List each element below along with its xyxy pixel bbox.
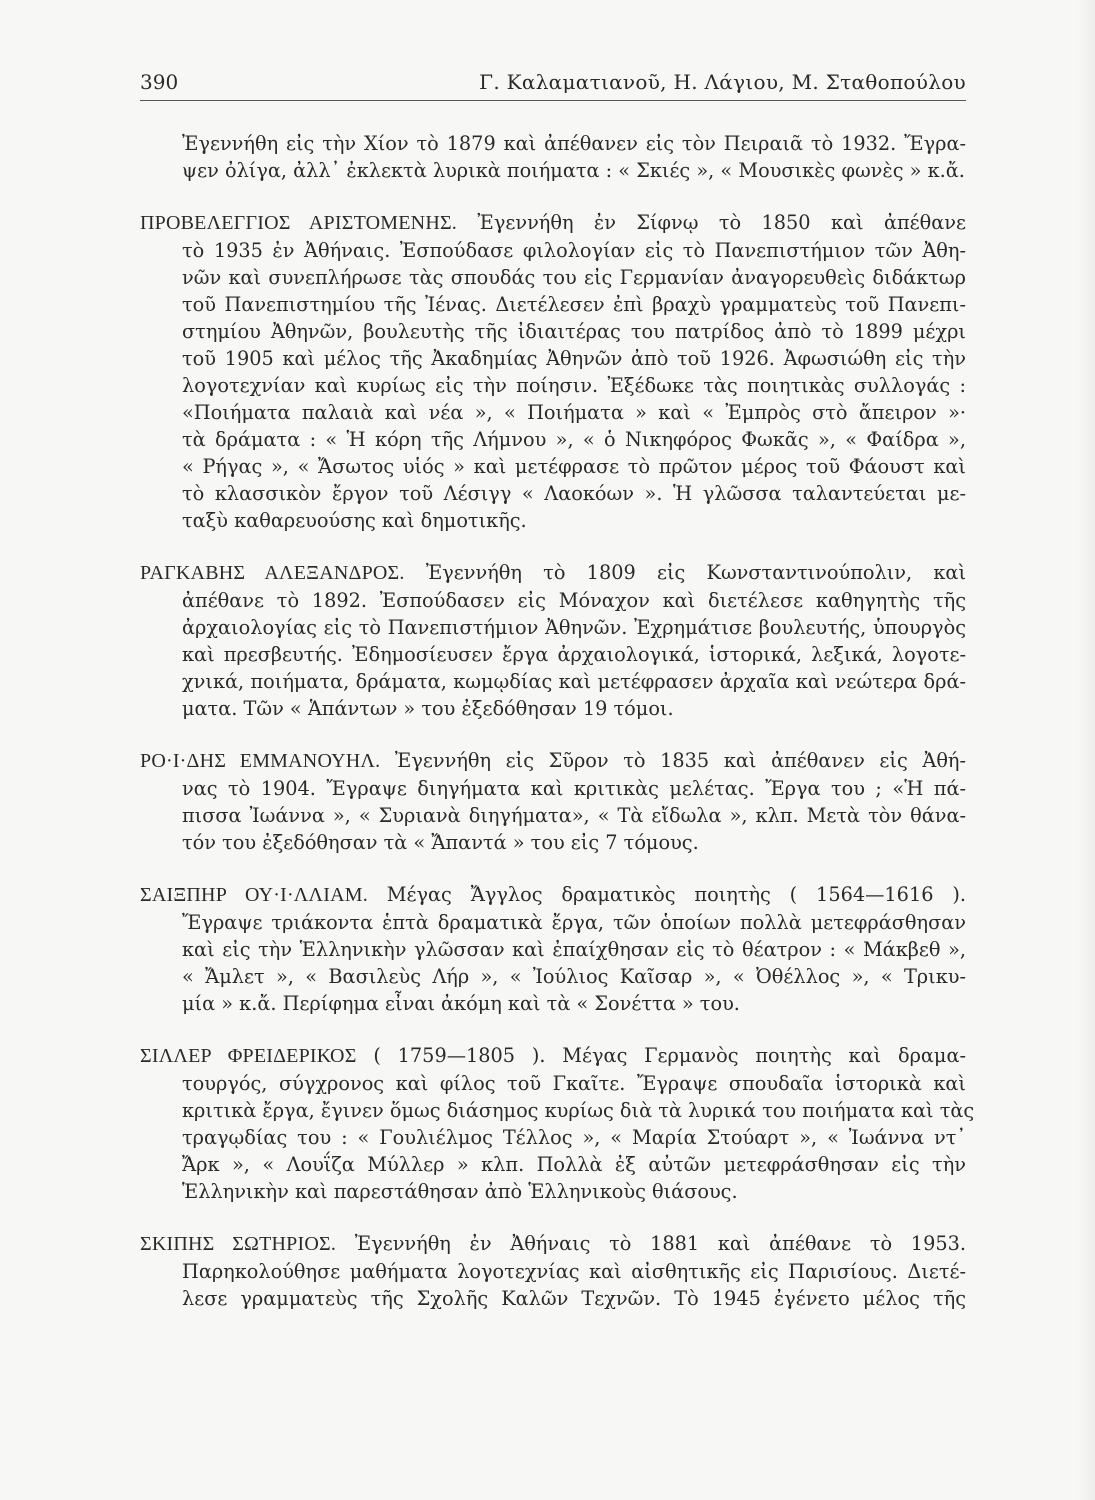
text-line: τὸ κλασσικὸν ἔργον τοῦ Λέσιγγ « Λαοκόων ». Ἡ γλῶσσα ταλαντεύεται με- (182, 482, 966, 505)
entry-name: ΣΙΛΛΕΡ ΦΡΕΙΔΕΡΙΚΟΣ (140, 1045, 357, 1067)
text-run: Μέγας Ἄγγλος δραματικὸς ποιητὴς ( 1564—1616 ). (367, 883, 966, 906)
text-line: πισσα Ἰωάννα », « Συριανὰ διηγήματα», « Τὰ εἴδωλα », κλπ. Μετὰ τὸν θάνα- (182, 804, 966, 827)
text-line (140, 559, 966, 587)
text-line: Ἔγραψε τριάκοντα ἑπτὰ δραματικὰ ἔργα, τῶν ὁποίων πολλὰ μετεφράσθησαν (182, 911, 966, 934)
text-line: λεσε γραμματεὺς τῆς Σχολῆς Καλῶν Τεχνῶν. Τὸ 1945 ἐγένετο μέλος τῆς (182, 1287, 966, 1310)
entry-name: ΡΟ·Ι·ΔΗΣ ΕΜΜΑΝΟΥΗΛ. (140, 750, 381, 772)
text-line: στημίου Ἀθηνῶν, βουλευτὴς τῆς ἰδιαιτέρας του πατρίδος ἀπὸ τὸ 1899 μέχρι (182, 320, 966, 343)
text-line: τοῦ 1905 καὶ μέλος τῆς Ἀκαδημίας Ἀθηνῶν ἀπὸ τοῦ 1926. Ἀφωσιώθη εἰς τὴν (182, 347, 966, 370)
text-line: ταξὺ καθαρευούσης καὶ δημοτικῆς. (182, 509, 527, 532)
text-line: Ἑλληνικὴν καὶ παρεστάθησαν ἀπὸ Ἑλληνικοὺς θιάσους. (182, 1180, 738, 1203)
text-line (140, 747, 966, 775)
text-line: ψεν ὀλίγα, ἀλλ᾽ ἐκλεκτὰ λυρικὰ ποιήματα : « Σκιές », « Μουσικὲς φωνὲς » κ.ἄ. (182, 159, 965, 182)
entry-name: ΡΑΓΚΑΒΗΣ ΑΛΕΞΑΝΔΡΟΣ. (140, 562, 405, 584)
page-number: 390 (140, 70, 179, 94)
text-line: « Ρήγας », « Ἄσωτος υἱός » καὶ μετέφρασε τὸ πρῶτον μέρος τοῦ Φάουστ καὶ (182, 455, 966, 478)
text-line (140, 1230, 966, 1258)
entry-rangavis (140, 559, 966, 722)
text-line: τὸ 1935 ἐν Ἀθήναις. Ἐσπούδασε φιλολογίαν εἰς τὸ Πανεπιστήμιον τῶν Ἀθη- (182, 239, 966, 262)
text-line (140, 881, 966, 909)
text-line: μία » κ.ἄ. Περίφημα εἶναι ἀκόμη καὶ τὰ « Σονέττα » του. (182, 992, 740, 1015)
entry-name: ΣΚΙΠΗΣ ΣΩΤΗΡΙΟΣ. (140, 1233, 337, 1255)
text-line: καὶ πρεσβευτής. Ἐδημοσίευσεν ἔργα ἀρχαιολογικά, ἱστορικά, λεξικά, λογοτε- (182, 643, 966, 666)
text-line (140, 1042, 966, 1070)
page-edge-shadow (1077, 0, 1095, 1500)
text-line: Ἄρκ », « Λουΐζα Μύλλερ » κλπ. Πολλὰ ἐξ αὐτῶν μετεφράσθησαν εἰς τὴν (182, 1153, 966, 1176)
text-line: τραγῳδίας του : « Γουλιέλμος Τέλλος », « Μαρία Στούαρτ », « Ἰωάννα ντ᾽ (182, 1126, 966, 1149)
text-run: Ἐγεννήθη ἐν Ἀθήναις τὸ 1881 καὶ ἀπέθανε τὸ 1953. (336, 1232, 966, 1255)
text-line (140, 209, 966, 237)
text-line: ματα. Τῶν « Ἁπάντων » του ἐξεδόθησαν 19 τόμοι. (182, 697, 674, 720)
entry-schiller (140, 1042, 975, 1205)
text-line: χνικά, ποιήματα, δράματα, κωμῳδίας καὶ μετέφρασεν ἀρχαῖα καὶ νεώτερα δρά- (182, 670, 966, 693)
entry-name: ΠΡΟΒΕΛΕΓΓΙΟΣ ΑΡΙΣΤΟΜΕΝΗΣ. (140, 212, 457, 234)
text-line: «Ποιήματα παλαιὰ καὶ νέα », « Ποιήματα » καὶ « Ἐμπρὸς στὸ ἄπειρον »· (182, 401, 966, 424)
text-run: Ἐγεννήθη ἐν Σίφνῳ τὸ 1850 καὶ ἀπέθανε (457, 211, 966, 234)
text-line: ἀρχαιολογίας εἰς τὸ Πανεπιστήμιον Ἀθηνῶν. Ἐχρημάτισε βουλευτής, ὑπουργὸς (182, 616, 966, 639)
entry-name: ΣΑΙΞΠΗΡ ΟΥ·Ι·ΛΛΙΑΜ. (140, 884, 368, 906)
text-run: Ἐγεννήθη τὸ 1809 εἰς Κωνσταντινούπολιν, καὶ (404, 561, 967, 584)
text-line: Ἐγεννήθη εἰς τὴν Χίον τὸ 1879 καὶ ἀπέθανεν εἰς τὸν Πειραιᾶ τὸ 1932. Ἔγρα- (182, 132, 966, 155)
entry-shakespeare (140, 881, 966, 1017)
text-line: ἀπέθανε τὸ 1892. Ἐσπούδασεν εἰς Μόναχον καὶ διετέλεσε καθηγητὴς τῆς (182, 589, 966, 612)
entry-roidis (140, 747, 966, 856)
entry-provelengios (140, 209, 966, 534)
entry-continuation (140, 130, 966, 184)
text-line: καὶ εἰς τὴν Ἑλληνικὴν γλῶσσαν καὶ ἐπαίχθησαν εἰς τὸ θέατρον : « Μάκβεθ », (182, 938, 966, 961)
text-line: Παρηκολούθησε μαθήματα λογοτεχνίας καὶ αἰσθητικῆς εἰς Παρισίους. Διετέ- (182, 1260, 966, 1283)
text-line: κριτικὰ ἔργα, ἔγινεν ὅμως διάσημος κυρίως διὰ τὰ λυρικά του ποιήματα καὶ τὰς (182, 1099, 975, 1122)
text-line: λογοτεχνίαν καὶ κυρίως εἰς τὴν ποίησιν. Ἐξέδωκε τὰς ποιητικὰς συλλογάς : (182, 374, 966, 397)
entry-skipis (140, 1230, 966, 1312)
text-line: νῶν καὶ συνεπλήρωσε τὰς σπουδάς του εἰς Γερμανίαν ἀναγορευθεὶς διδάκτωρ (182, 266, 966, 289)
text-line: τοῦ Πανεπιστημίου τῆς Ἰένας. Διετέλεσεν ἐπὶ βραχὺ γραμματεὺς τοῦ Πανεπι- (182, 293, 966, 316)
running-head: Γ. Καλαματιανοῦ, Η. Λάγιου, Μ. Σταθοπούλου (479, 70, 966, 94)
text-line: τουργός, σύγχρονος καὶ φίλος τοῦ Γκαῖτε. Ἔγραψε σπουδαῖα ἱστορικὰ καὶ (182, 1072, 966, 1095)
text-run: ( 1759—1805 ). Μέγας Γερμανὸς ποιητὴς καὶ δραμα- (356, 1044, 966, 1067)
page-body (140, 130, 975, 1337)
text-line: τὰ δράματα : « Ἡ κόρη τῆς Λήμνου », « ὁ Νικηφόρος Φωκᾶς », « Φαίδρα », (182, 428, 966, 451)
text-line: νας τὸ 1904. Ἔγραψε διηγήματα καὶ κριτικὰς μελέτας. Ἔργα του ; «Ἡ πά- (182, 777, 966, 800)
text-line: τόν του ἐξεδόθησαν τὰ « Ἄπαντά » του εἰς 7 τόμους. (182, 831, 699, 854)
text-run: Ἐγεννήθη εἰς Σῦρον τὸ 1835 καὶ ἀπέθανεν εἰς Ἀθή- (380, 749, 966, 772)
text-line: « Ἄμλετ », « Βασιλεὺς Λήρ », « Ἰούλιος Καῖσαρ », « Ὀθέλλος », « Τρικυ- (182, 965, 966, 988)
page-header (140, 66, 966, 101)
